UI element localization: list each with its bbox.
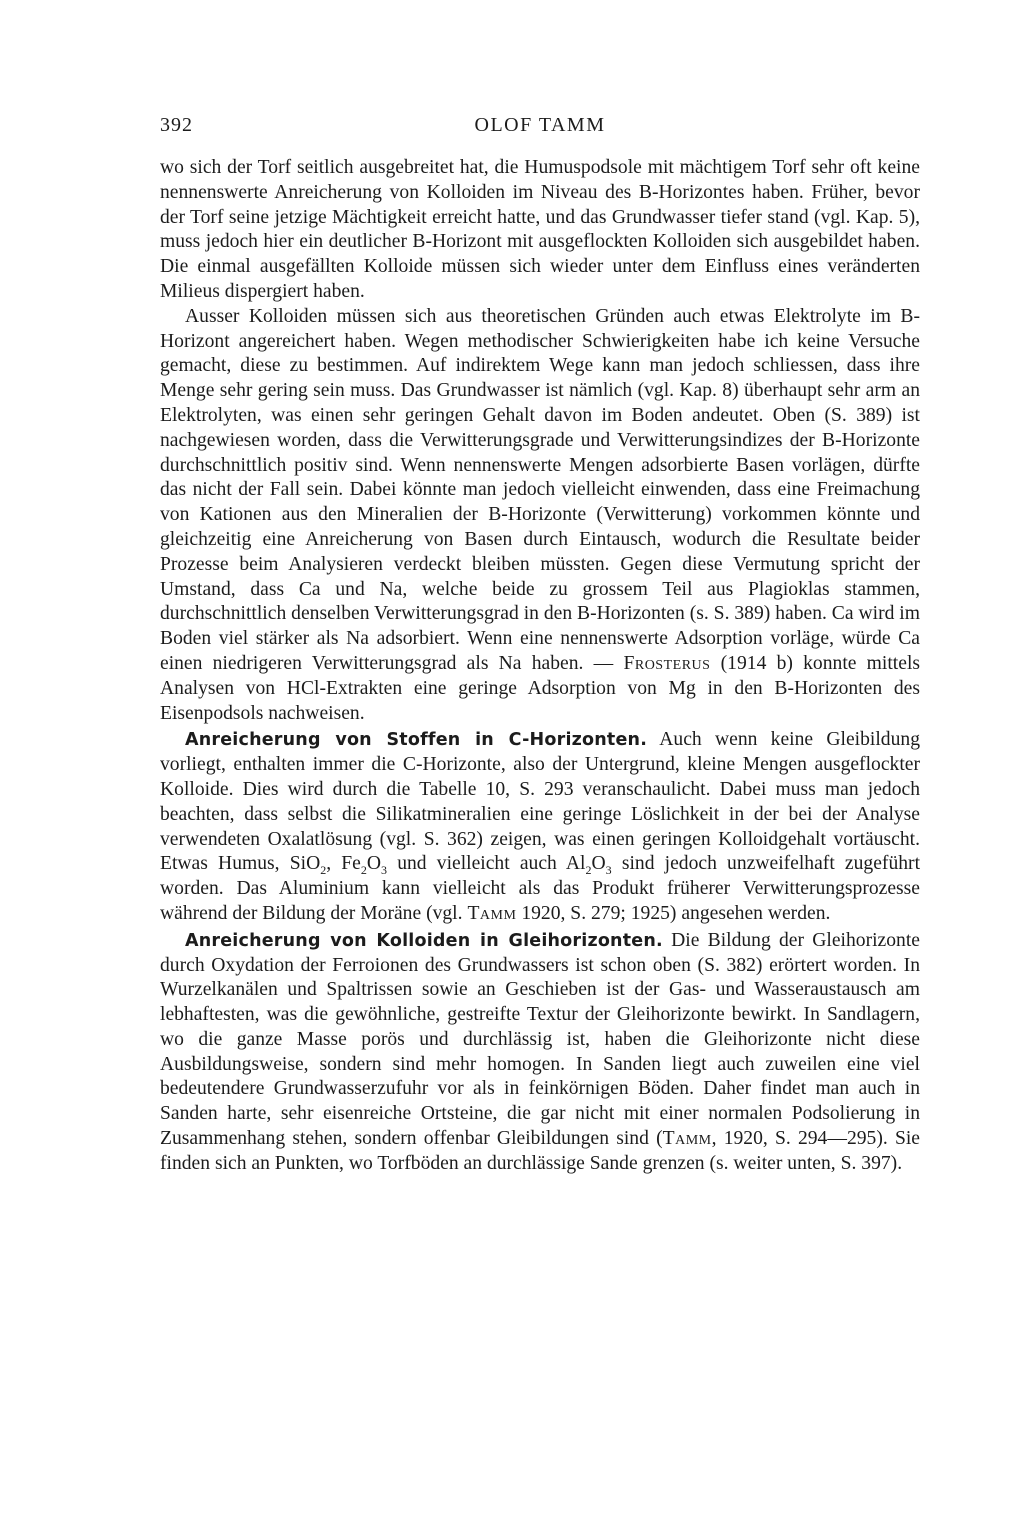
paragraph-electrolytes bbox=[160, 305, 920, 727]
paragraph-text: (1914 b) konnte mittels Analysen von HCl-Extrakten eine geringe Adsorption von Mg in den B-Horizonten des Eisenpodsols nachweisen. bbox=[160, 652, 921, 724]
subscript: 2 bbox=[585, 863, 592, 878]
subscript: 3 bbox=[381, 863, 388, 878]
book-page bbox=[160, 114, 920, 1177]
paragraph-text: Auch wenn keine Gleibildung vorliegt, enthalten immer die C-Horizonte, also der Untergrund, kleine Mengen ausgeflockter Kolloide. Dies wird durch die Tabelle 10, S. 293 veranschaulicht. Dabei muss man jedoch beachten, dass selbst die Silikatmineralien eine geringe Löslichkeit in der bei der Analyse verwendeten Oxalatlösung (vgl. S. 362) zeigen, was einen geringen Kolloidgehalt vortäuscht. Etwas Humus, SiO bbox=[160, 729, 920, 875]
section-c-horizons bbox=[160, 728, 920, 926]
paragraph-text: sind jedoch unzweifelhaft zugeführt worden. Das Aluminium kann vielleicht als das Produkt früherer Verwitterungsprozesse während der Bildung der Moräne (vgl. bbox=[160, 853, 921, 924]
author-citation: Tamm bbox=[467, 902, 517, 924]
paragraph-text: , 1920, S. 294—295). Sie finden sich an Punkten, wo Torfböden an durchlässige Sande grenzen (s. weiter unten, S. 397). bbox=[160, 1128, 920, 1174]
paragraph-text: Die Bildung der Gleihorizonte durch Oxydation der Ferroionen des Grundwassers ist schon oben (S. 382) erörtert worden. In Wurzelkanälen und Spaltrissen sowie an Geschieben ist der Gas- und Wasseraustausch am lebhaftesten, was die gewöhnliche, gestreifte Textur der Gleihorizonte bewirkt. In Sandlagern, wo die ganze Masse porös und durchlässig ist, haben die Gleihorizonte nicht diese Ausbildungsweise, sondern sind mehr homogen. In Sanden liegt auch zuweilen eine viel bedeutendere Grundwasserzufuhr vor als in feinkörnigen Böden. Daher findet man auch in Sanden harte, sehr eisenreiche Ortsteine, die gar nicht mit einer normalen Podsolierung in Zusammenhang stehen, sondern offenbar Gleibildungen sind ( bbox=[160, 929, 920, 1150]
paragraph-text: 1920, S. 279; 1925) angesehen werden. bbox=[516, 902, 831, 924]
page-number: 392 bbox=[160, 114, 193, 136]
paragraph-continued: wo sich der Torf seitlich ausgebreitet hat, die Humuspodsole mit mächtigem Torf sehr oft keine nennenswerte Anreicherung von Kolloiden im Niveau des B-Horizontes haben. Früher, bevor der Torf seine jetzige Mächtigkeit erreicht hatte, und das Grundwasser tiefer stand (vgl. Kap. 5), muss jedoch hier ein deutlicher B-Horizont mit ausgeflockten Kolloiden sich ausgebildet haben. Die einmal ausgefällten Kolloide müssen sich wieder unter dem Einfluss eines veränderten Milieus dispergiert haben. bbox=[160, 157, 920, 302]
paragraph-text: O bbox=[366, 853, 382, 875]
paragraph-text: O bbox=[591, 853, 606, 875]
paragraph-text: und vielleicht auch Al bbox=[387, 853, 586, 875]
running-head-author: OLOF TAMM bbox=[474, 114, 606, 136]
author-citation: Frosterus bbox=[623, 652, 711, 674]
paragraph-text: Ausser Kolloiden müssen sich aus theoretischen Gründen auch etwas Elektrolyte im B-Horizont angereichert haben. Wegen methodischer Schwierigkeiten habe ich keine Versuche gemacht, diese zu bestimmen. Auf indirektem Wege kann man jedoch schliessen, dass ihre Menge sehr gering sein muss. Das Grundwasser ist nämlich (vgl. Kap. 8) überhaupt sehr arm an Elektrolyten, was einen sehr geringen Gehalt davon im Boden andeutet. Oben (S. 389) ist nachgewiesen worden, dass die Verwitterungsgrade und Verwitterungsindizes der B-Horizonte durchschnittlich positiv sind. Wenn nennenswerte Mengen adsorbierte Basen vorlägen, dürfte das nicht der Fall sein. Dabei könnte man jedoch vielleicht einwenden, dass eine Freimachung von Kationen aus den Mineralien der B-Horizonte (Verwitterung) vorkommen könnte und gleichzeitig eine Anreicherung von Basen durch Eintausch, wodurch die Resultate beider Prozesse beim Analysieren verdeckt bleiben müssten. Gegen diese Vermutung spricht der Umstand, dass Ca und Na, welche beide zu grossem Teil aus Plagioklas stammen, durchschnittlich denselben Verwitterungsgrad in den B-Horizonten (s. S. 389) haben. Ca wird im Boden viel stärker als Na adsorbiert. Wenn eine nennenswerte Adsorption vorläge, würde Ca einen niedrigeren Verwitterungsgrad als Na haben. — bbox=[160, 305, 920, 674]
section-heading: Anreicherung von Kolloiden in Gleihorizonten. bbox=[185, 930, 663, 951]
running-head bbox=[160, 114, 920, 144]
body-text bbox=[160, 156, 920, 1177]
section-heading: Anreicherung von Stoffen in C-Horizonten. bbox=[185, 730, 648, 751]
author-citation: Tamm bbox=[662, 1128, 712, 1150]
section-gleihorizons bbox=[160, 929, 920, 1177]
subscript: 2 bbox=[360, 863, 367, 878]
paragraph-text: , Fe bbox=[326, 853, 361, 875]
subscript: 2 bbox=[320, 863, 327, 878]
subscript: 3 bbox=[605, 863, 612, 878]
